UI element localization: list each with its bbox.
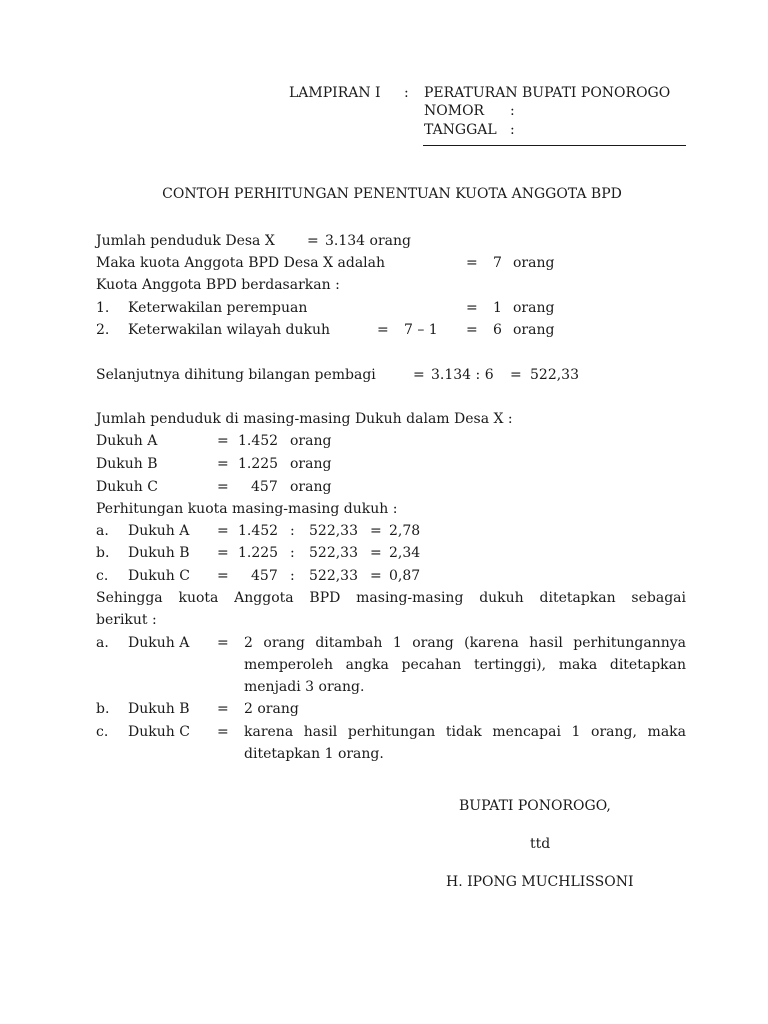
quota-total-unit: orang bbox=[513, 255, 555, 271]
basis-item-num: 2. bbox=[96, 322, 110, 338]
quota-total-eq: = bbox=[466, 255, 478, 271]
divisor-eq2: = bbox=[510, 367, 522, 383]
quota-total-value: 7 bbox=[493, 255, 502, 271]
nomor-label: NOMOR bbox=[424, 103, 485, 119]
calc-dukuh-name: Dukuh A bbox=[128, 523, 190, 539]
final-letter: c. bbox=[96, 724, 109, 740]
dukuh-name: Dukuh B bbox=[96, 456, 158, 472]
signature-name: H. IPONG MUCHLISSONI bbox=[446, 874, 634, 890]
final-description-line: ditetapkan 1 orang. bbox=[244, 746, 384, 762]
final-eq: = bbox=[217, 701, 229, 717]
tanggal-colon: : bbox=[510, 122, 515, 138]
regulation-title: PERATURAN BUPATI PONOROGO bbox=[424, 85, 671, 101]
calc-letter: c. bbox=[96, 568, 109, 584]
calc-eq1: = bbox=[217, 545, 229, 561]
final-description-line: karena hasil perhitungan tidak mencapai 1 orang, maka bbox=[244, 724, 686, 740]
signature-ttd: ttd bbox=[530, 836, 551, 852]
quota-calc-intro: Perhitungan kuota masing-masing dukuh : bbox=[96, 501, 398, 517]
divisor-eq1: = bbox=[413, 367, 425, 383]
calc-op: : bbox=[290, 545, 295, 561]
population-label: Jumlah penduduk Desa X bbox=[96, 233, 275, 249]
conclusion-line-2: berikut : bbox=[96, 612, 157, 628]
quota-total-label: Maka kuota Anggota BPD Desa X adalah bbox=[96, 255, 386, 271]
lampiran-colon: : bbox=[404, 85, 409, 101]
signature-office: BUPATI PONOROGO, bbox=[459, 798, 611, 814]
population-eq: = bbox=[307, 233, 319, 249]
calc-eq1: = bbox=[217, 568, 229, 584]
dukuh-name: Dukuh C bbox=[96, 479, 158, 495]
calc-eq1: = bbox=[217, 523, 229, 539]
final-description-line: memperoleh angka pecahan tertinggi), maka ditetapkan bbox=[244, 657, 686, 673]
calc-divisor: 522,33 bbox=[309, 523, 358, 539]
dukuh-population-unit: orang bbox=[290, 433, 332, 449]
calc-result: 0,87 bbox=[389, 568, 421, 584]
tanggal-label: TANGGAL bbox=[424, 122, 497, 138]
final-description-line: menjadi 3 orang. bbox=[244, 679, 365, 695]
basis-item-value: 1 bbox=[493, 300, 502, 316]
header-underline bbox=[423, 145, 686, 146]
calc-op: : bbox=[290, 523, 295, 539]
basis-item-eq1: = bbox=[377, 322, 389, 338]
basis-item-eq: = bbox=[466, 300, 478, 316]
nomor-colon: : bbox=[510, 103, 515, 119]
dukuh-eq: = bbox=[217, 433, 229, 449]
dukuh-population-value: 1.452 bbox=[238, 433, 279, 449]
basis-item-num: 1. bbox=[96, 300, 110, 316]
basis-item-calc: 7 – 1 bbox=[404, 322, 438, 338]
divisor-label: Selanjutnya dihitung bilangan pembagi bbox=[96, 367, 376, 383]
divisor-calc: 3.134 : 6 bbox=[431, 367, 494, 383]
dukuh-name: Dukuh A bbox=[96, 433, 158, 449]
dukuh-eq: = bbox=[217, 479, 229, 495]
basis-item-value: 6 bbox=[493, 322, 502, 338]
calc-result: 2,34 bbox=[389, 545, 421, 561]
final-dukuh-name: Dukuh B bbox=[128, 701, 190, 717]
calc-population: 457 bbox=[251, 568, 278, 584]
lampiran-label: LAMPIRAN I bbox=[289, 85, 381, 101]
basis-item-unit: orang bbox=[513, 300, 555, 316]
calc-result: 2,78 bbox=[389, 523, 421, 539]
dukuh-eq: = bbox=[217, 456, 229, 472]
calc-op: : bbox=[290, 568, 295, 584]
calc-dukuh-name: Dukuh B bbox=[128, 545, 190, 561]
population-value: 3.134 orang bbox=[325, 233, 411, 249]
calc-eq2: = bbox=[370, 568, 382, 584]
final-letter: a. bbox=[96, 635, 109, 651]
basis-item-unit: orang bbox=[513, 322, 555, 338]
final-dukuh-name: Dukuh A bbox=[128, 635, 190, 651]
basis-item-label: Keterwakilan wilayah dukuh bbox=[128, 322, 331, 338]
dukuh-population-unit: orang bbox=[290, 456, 332, 472]
calc-eq2: = bbox=[370, 545, 382, 561]
dukuh-population-value: 1.225 bbox=[238, 456, 279, 472]
calc-dukuh-name: Dukuh C bbox=[128, 568, 190, 584]
calc-eq2: = bbox=[370, 523, 382, 539]
calc-letter: b. bbox=[96, 545, 110, 561]
calc-letter: a. bbox=[96, 523, 109, 539]
dukuh-population-intro: Jumlah penduduk di masing-masing Dukuh dalam Desa X : bbox=[96, 411, 513, 427]
document-title: CONTOH PERHITUNGAN PENENTUAN KUOTA ANGGOTA BPD bbox=[162, 186, 622, 202]
calc-divisor: 522,33 bbox=[309, 568, 358, 584]
final-letter: b. bbox=[96, 701, 110, 717]
dukuh-population-value: 457 bbox=[251, 479, 278, 495]
conclusion-line-1: Sehingga kuota Anggota BPD masing-masing dukuh ditetapkan sebagai bbox=[96, 590, 686, 606]
basis-item-eq: = bbox=[466, 322, 478, 338]
final-eq: = bbox=[217, 635, 229, 651]
basis-intro: Kuota Anggota BPD berdasarkan : bbox=[96, 277, 340, 293]
calc-divisor: 522,33 bbox=[309, 545, 358, 561]
calc-population: 1.225 bbox=[238, 545, 279, 561]
final-description-line: 2 orang bbox=[244, 701, 299, 717]
final-dukuh-name: Dukuh C bbox=[128, 724, 190, 740]
final-eq: = bbox=[217, 724, 229, 740]
final-description-line: 2 orang ditambah 1 orang (karena hasil perhitungannya bbox=[244, 635, 686, 651]
dukuh-population-unit: orang bbox=[290, 479, 332, 495]
basis-item-label: Keterwakilan perempuan bbox=[128, 300, 308, 316]
divisor-result: 522,33 bbox=[530, 367, 579, 383]
calc-population: 1.452 bbox=[238, 523, 279, 539]
